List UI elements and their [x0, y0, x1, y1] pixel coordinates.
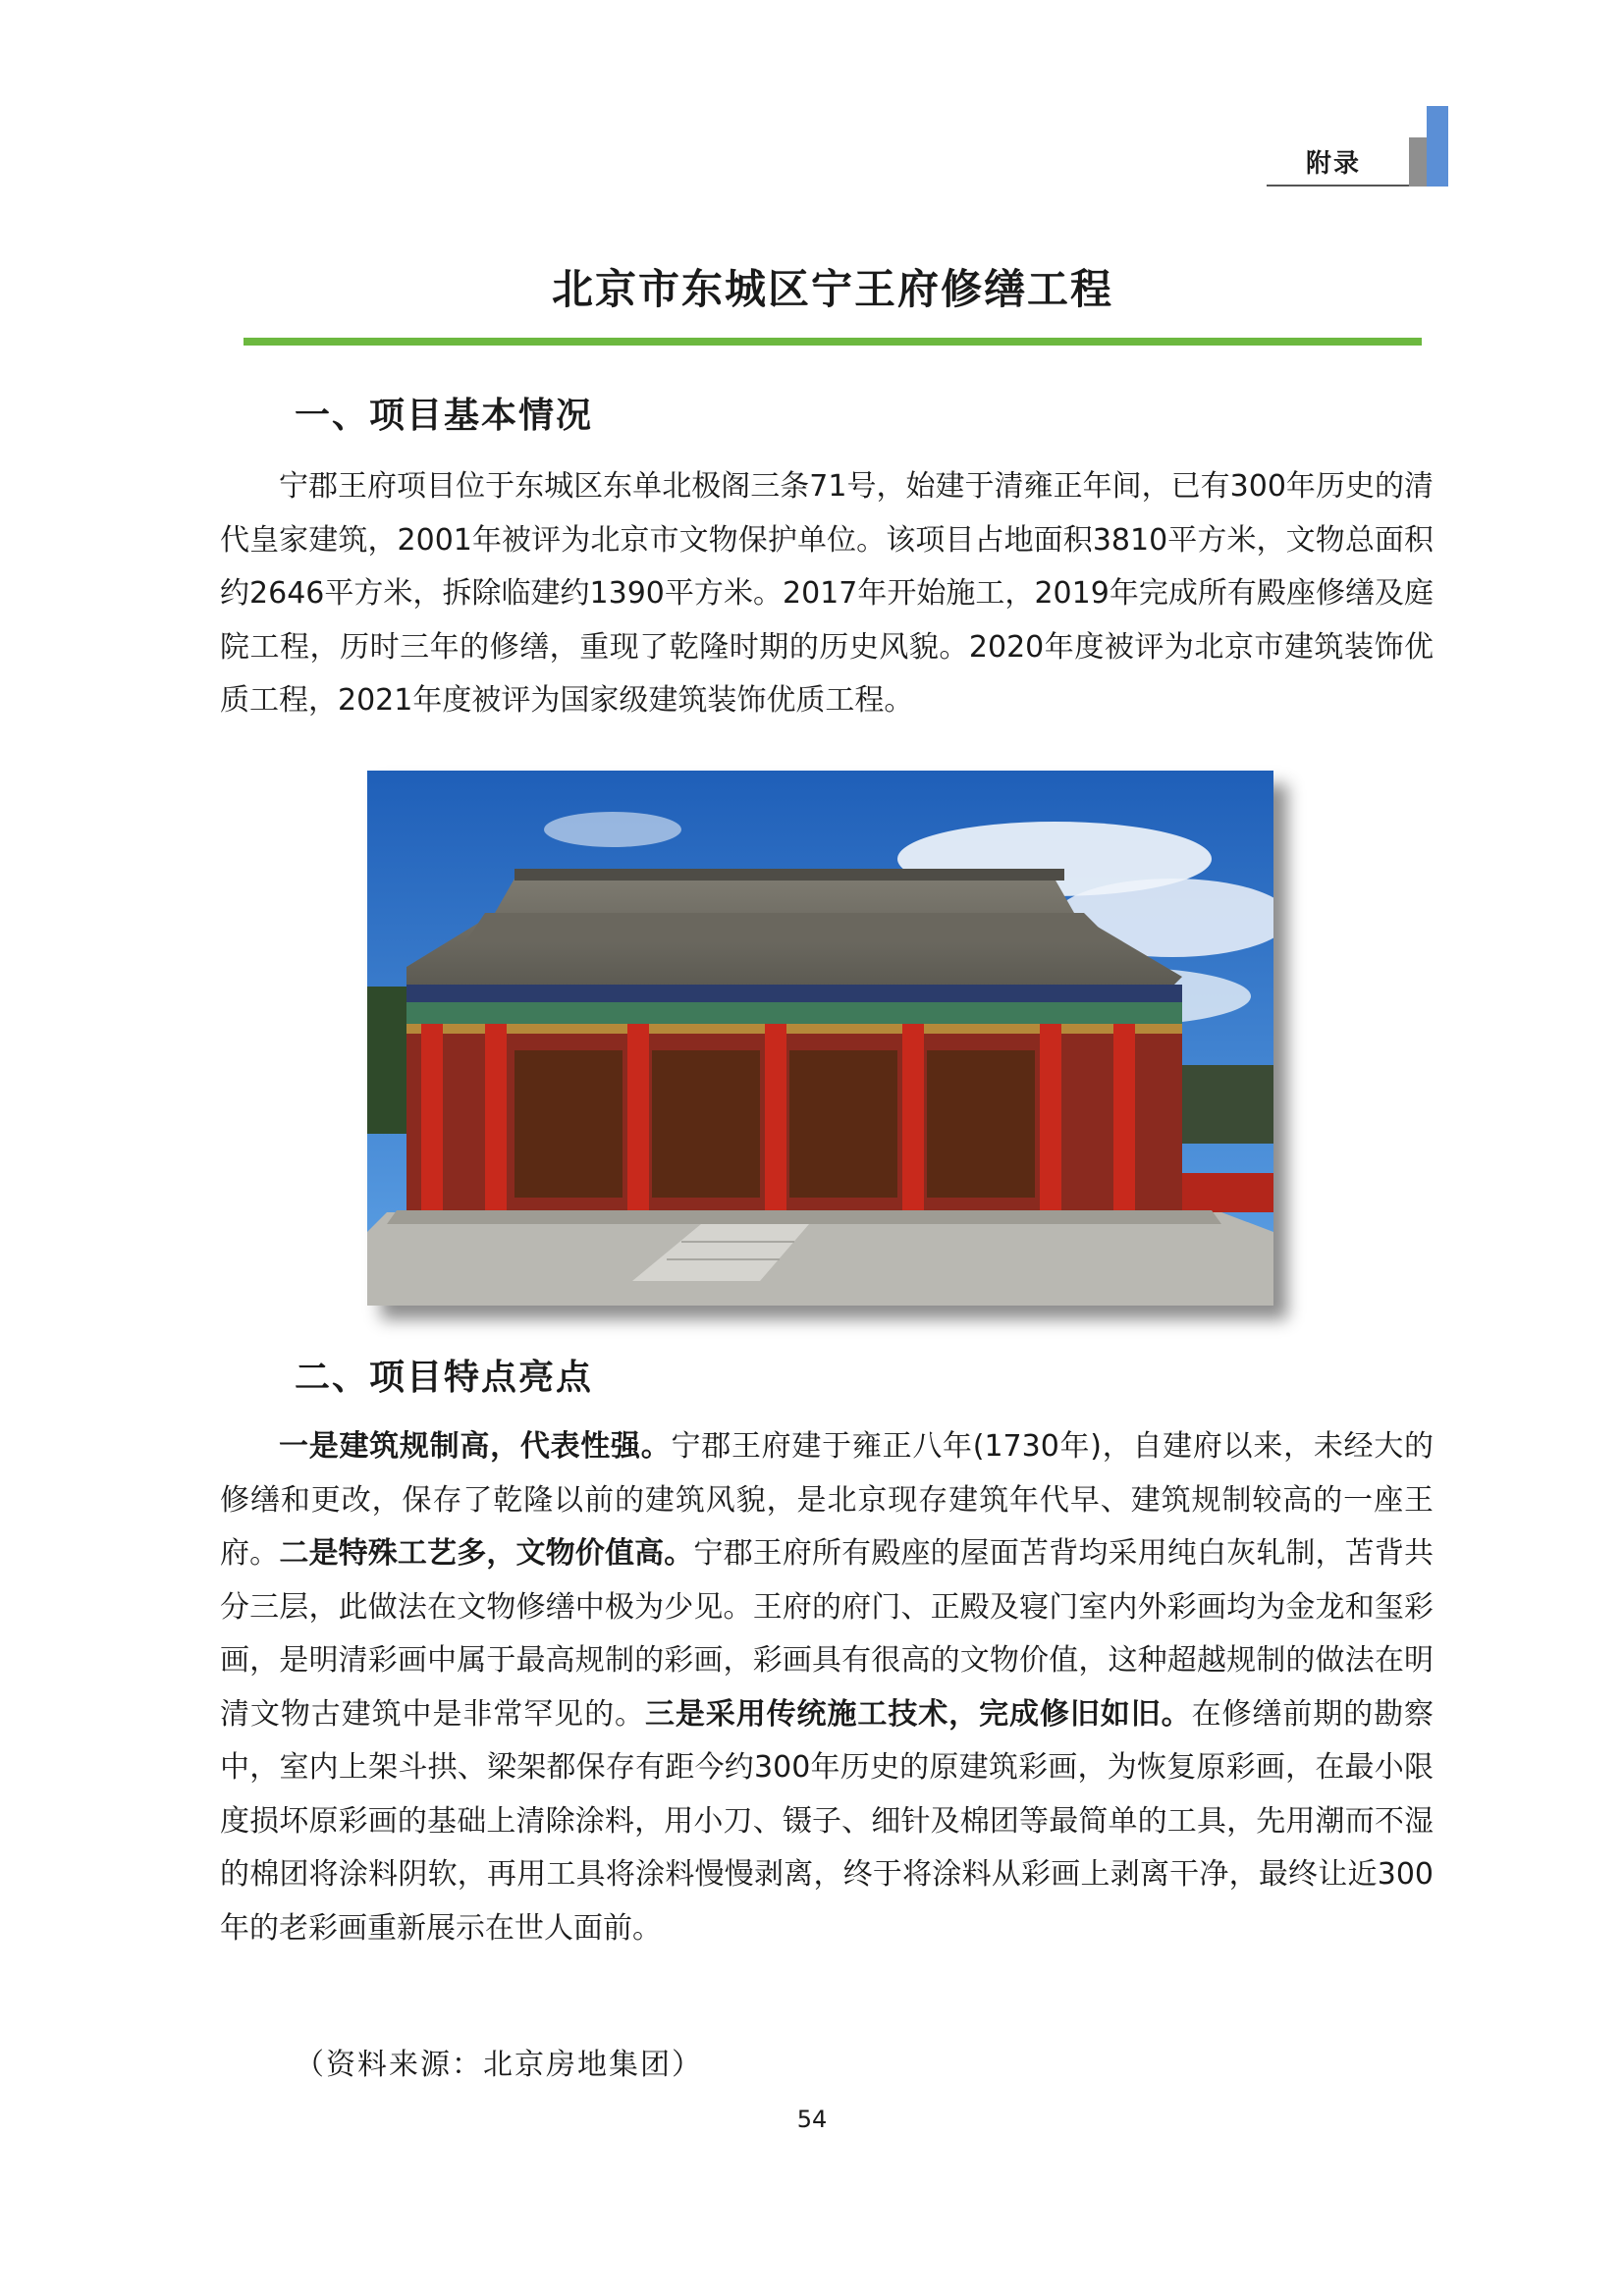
section-heading-features: 二、项目特点亮点: [295, 1358, 594, 1398]
feature-1-text: 宁郡王府建于雍正八年(1730年)，自建府以来，未经大的修缮和更改，保存了乾隆以前的建筑风貌，是北京现存建筑年代早、建筑规制较高的一座王府。: [220, 1429, 1435, 1571]
header-rule: [1267, 185, 1409, 187]
header-bar-gray: [1409, 137, 1427, 187]
page-number: 54: [796, 2106, 828, 2133]
section-heading-basic-info: 一、项目基本情况: [295, 396, 594, 436]
feature-3-text: 在修缮前期的勘察中，室内上架斗拱、梁架都保存有距今约300年历史的原建筑彩画，为恢复原彩画，在最小限度损坏原彩画的基础上清除涂料，用小刀、镊子、细针及棉团等最简单的工具，先用潮而不湿的棉团将涂料阴软，再用工具将涂料慢慢剥离，终于将涂料从彩画上剥离干净，最终让近300年的老彩画重新展示在世人面前。: [220, 1696, 1435, 1946]
paragraph-basic-info: 宁郡王府项目位于东城区东单北极阁三条71号，始建于清雍正年间，已有300年历史的清代皇家建筑，2001年被评为北京市文物保护单位。该项目占地面积3810平方米，文物总面积约2646平方米，拆除临建约1390平方米。2017年开始施工，2019年完成所有殿座修缮及庭院工程，历时三年的修缮，重现了乾隆时期的历史风貌。2020年度被评为北京市建筑装饰优质工程，2021年度被评为国家级建筑装饰优质工程。: [220, 469, 1434, 718]
feature-2-text: 宁郡王府所有殿座的屋面苫背均采用纯白灰轧制，苫背共分三层，此做法在文物修缮中极为少见。王府的府门、正殿及寝门室内外彩画均为金龙和玺彩画，是明清彩画中属于最高规制的彩画，彩画具有很高的文物价值，这种超越规制的做法在明清文物古建筑中是非常罕见的。: [220, 1536, 1435, 1732]
header-label: 附录: [1306, 149, 1362, 179]
paragraph-features: [220, 1420, 1434, 1955]
title-rule: [244, 338, 1422, 346]
feature-2-lead: 二是特殊工艺多，文物价值高。: [279, 1536, 694, 1571]
header-bar-blue: [1427, 106, 1448, 187]
running-header: [1267, 106, 1443, 185]
feature-3-lead: 三是采用传统施工技术，完成修旧如旧。: [644, 1696, 1192, 1732]
page-title: 北京市东城区宁王府修缮工程: [551, 265, 1113, 313]
feature-1-lead: 一是建筑规制高，代表性强。: [279, 1429, 672, 1464]
source-note: （资料来源：北京房地集团）: [295, 2048, 703, 2082]
building-photo: [367, 771, 1273, 1306]
